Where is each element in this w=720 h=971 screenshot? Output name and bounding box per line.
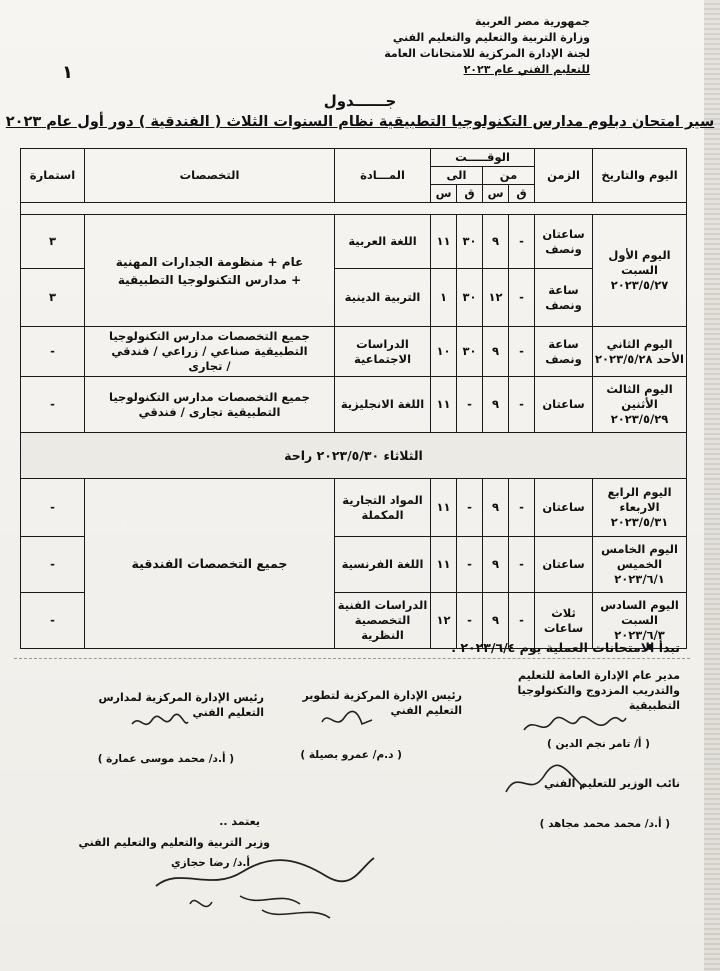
from-q-cell: - <box>509 537 535 593</box>
divider <box>14 658 690 659</box>
rest-day-cell: الثلاثاء ٢٠٢٣/٥/٣٠ راحة <box>21 433 687 479</box>
header-line-4: للتعليم الفني عام ٢٠٢٣ <box>463 63 590 76</box>
exam-schedule-table <box>20 148 687 649</box>
signature-title: رئيس الإدارة المركزية لمدارس التعليم الفني <box>98 691 264 719</box>
form-cell: - <box>21 377 85 433</box>
to-s-cell: ١٢ <box>431 593 457 649</box>
header-from-q: ق <box>509 185 535 203</box>
from-s-cell: ٩ <box>483 377 509 433</box>
from-s-cell: ٩ <box>483 593 509 649</box>
subject-cell: التربية الدينية <box>335 269 431 327</box>
page-number: ١ <box>62 62 73 83</box>
subject-cell: اللغة الفرنسية <box>335 537 431 593</box>
to-s-cell: ١١ <box>431 377 457 433</box>
signature-name: ( أ.د/ محمد محمد مجاهد ) <box>539 818 670 830</box>
header-subject: المـــادة <box>335 149 431 203</box>
form-cell: - <box>21 327 85 377</box>
form-cell: ٣ <box>21 215 85 269</box>
subject-cell: اللغة العربية <box>335 215 431 269</box>
form-cell: ٣ <box>21 269 85 327</box>
day-cell: اليوم الأول السبت ٢٠٢٣/٥/٢٧ <box>593 215 687 327</box>
duration-cell: ساعتان ونصف <box>535 215 593 269</box>
header-line-2: وزارة التربية والتعليم والتعليم الفني <box>392 31 590 44</box>
day-cell: اليوم الخامس الخميس ٢٠٢٣/٦/١ <box>593 537 687 593</box>
signature-scribble-icon <box>318 708 378 732</box>
minister-name: أ.د/ رضا حجازي <box>170 857 250 869</box>
scan-edge <box>704 0 720 971</box>
from-q-cell: - <box>509 377 535 433</box>
table-row <box>21 327 687 377</box>
duration-cell: ساعتان <box>535 537 593 593</box>
minister-title: وزير التربية والتعليم والتعليم الفني <box>78 836 270 849</box>
doc-subtitle: سير امتحان دبلوم مدارس التكنولوجيا التطبيقية نظام السنوات الثلاث ( الفندقية ) دور أول عام ٢٠٢٣ <box>5 114 715 130</box>
duration-cell: ساعة ونصف <box>535 327 593 377</box>
table-row <box>21 479 687 537</box>
signature-name: ( د.م/ عمرو بصيلة ) <box>300 749 402 761</box>
spacer-row <box>21 203 687 215</box>
signature-scribble-icon <box>128 712 192 734</box>
approve-label: يعتمد .. <box>219 815 260 828</box>
header-to: الى <box>431 167 483 185</box>
to-q-cell: - <box>457 537 483 593</box>
day-cell: اليوم الثالث الأثنين ٢٠٢٣/٥/٢٩ <box>593 377 687 433</box>
minister-handwritten-signature-icon <box>150 846 380 926</box>
form-cell: - <box>21 479 85 537</box>
from-q-cell: - <box>509 269 535 327</box>
from-q-cell: - <box>509 593 535 649</box>
to-q-cell: ٣٠ <box>457 269 483 327</box>
rest-day-row <box>21 433 687 479</box>
header-to-s: س <box>431 185 457 203</box>
to-s-cell: ١١ <box>431 215 457 269</box>
header-form: استمارة <box>21 149 85 203</box>
spec-cell: جميع التخصصات مدارس التكنولوجيا التطبيقية تجارى / فندقي <box>85 377 335 433</box>
to-q-cell: - <box>457 479 483 537</box>
from-s-cell: ٩ <box>483 215 509 269</box>
header-to-q: ق <box>457 185 483 203</box>
subject-cell: المواد التجارية المكملة <box>335 479 431 537</box>
from-q-cell: - <box>509 327 535 377</box>
doc-title: جــــــدول <box>323 92 397 110</box>
signature-scribble-icon <box>500 762 590 802</box>
form-cell: - <box>21 593 85 649</box>
from-s-cell: ٩ <box>483 537 509 593</box>
to-q-cell: - <box>457 593 483 649</box>
duration-cell: ساعة ونصف <box>535 269 593 327</box>
to-q-cell: - <box>457 377 483 433</box>
header-day-date: اليوم والتاريخ <box>593 149 687 203</box>
to-q-cell: ٣٠ <box>457 215 483 269</box>
signature-name: ( أ/ تامر نجم الدين ) <box>547 738 650 750</box>
signature-scribble-icon <box>520 712 630 738</box>
signature-title: رئيس الإدارة المركزية لتطوير التعليم الفني <box>302 689 462 717</box>
duration-cell: ثلاث ساعات <box>535 593 593 649</box>
duration-cell: ساعتان <box>535 479 593 537</box>
signature-title: نائب الوزير للتعليم الفني <box>544 777 680 790</box>
day-cell: اليوم السادس السبت ٢٠٢٣/٦/٣ <box>593 593 687 649</box>
day-cell: اليوم الرابع الاربعاء ٢٠٢٣/٥/٣١ <box>593 479 687 537</box>
spec-cell: جميع التخصصات الفندقية <box>85 479 335 649</box>
to-q-cell: ٣٠ <box>457 327 483 377</box>
to-s-cell: ١٠ <box>431 327 457 377</box>
practical-exams-note: تبدأ الامتحانات العملية يوم ٢٠٢٣/٦/٤ . <box>451 640 680 655</box>
spec-cell: عام + منظومة الجدارات المهنية + مدارس التكنولوجيا التطبيقية <box>85 215 335 327</box>
from-s-cell: ٩ <box>483 327 509 377</box>
to-s-cell: ١١ <box>431 537 457 593</box>
to-s-cell: ١١ <box>431 479 457 537</box>
header-line-1: جمهورية مصر العربية <box>475 15 590 28</box>
header-row <box>21 149 687 167</box>
to-s-cell: ١ <box>431 269 457 327</box>
duration-cell: ساعتان <box>535 377 593 433</box>
ministry-header <box>340 14 590 78</box>
from-q-cell: - <box>509 215 535 269</box>
subject-cell: الدراسات الاجتماعية <box>335 327 431 377</box>
day-cell: اليوم الثاني الأحد ٢٠٢٣/٥/٢٨ <box>593 327 687 377</box>
form-cell: - <box>21 537 85 593</box>
subject-cell: الدراسات الفنية التخصصية النظرية <box>335 593 431 649</box>
signature-name: ( أ.د/ محمد موسى عمارة ) <box>97 753 234 765</box>
header-time: الوقـــــت <box>431 149 535 167</box>
from-s-cell: ٩ <box>483 479 509 537</box>
signature-title: مدير عام الإدارة العامة للتعليم والتدريب المزدوج والتكنولوجيا التطبيقية <box>517 669 680 712</box>
table-row <box>21 377 687 433</box>
spec-cell: جميع التخصصات مدارس التكنولوجيا التطبيقية صناعي / زراعي / فندقي / تجارى <box>85 327 335 377</box>
header-line-3: لجنة الإدارة المركزية للامتحانات العامة <box>384 47 590 60</box>
header-duration: الزمن <box>535 149 593 203</box>
header-from: من <box>483 167 535 185</box>
header-specializations: التخصصات <box>85 149 335 203</box>
signature-block-director <box>470 668 680 752</box>
from-q-cell: - <box>509 479 535 537</box>
header-from-s: س <box>483 185 509 203</box>
subject-cell: اللغة الانجليزية <box>335 377 431 433</box>
from-s-cell: ١٢ <box>483 269 509 327</box>
table-row <box>21 215 687 269</box>
